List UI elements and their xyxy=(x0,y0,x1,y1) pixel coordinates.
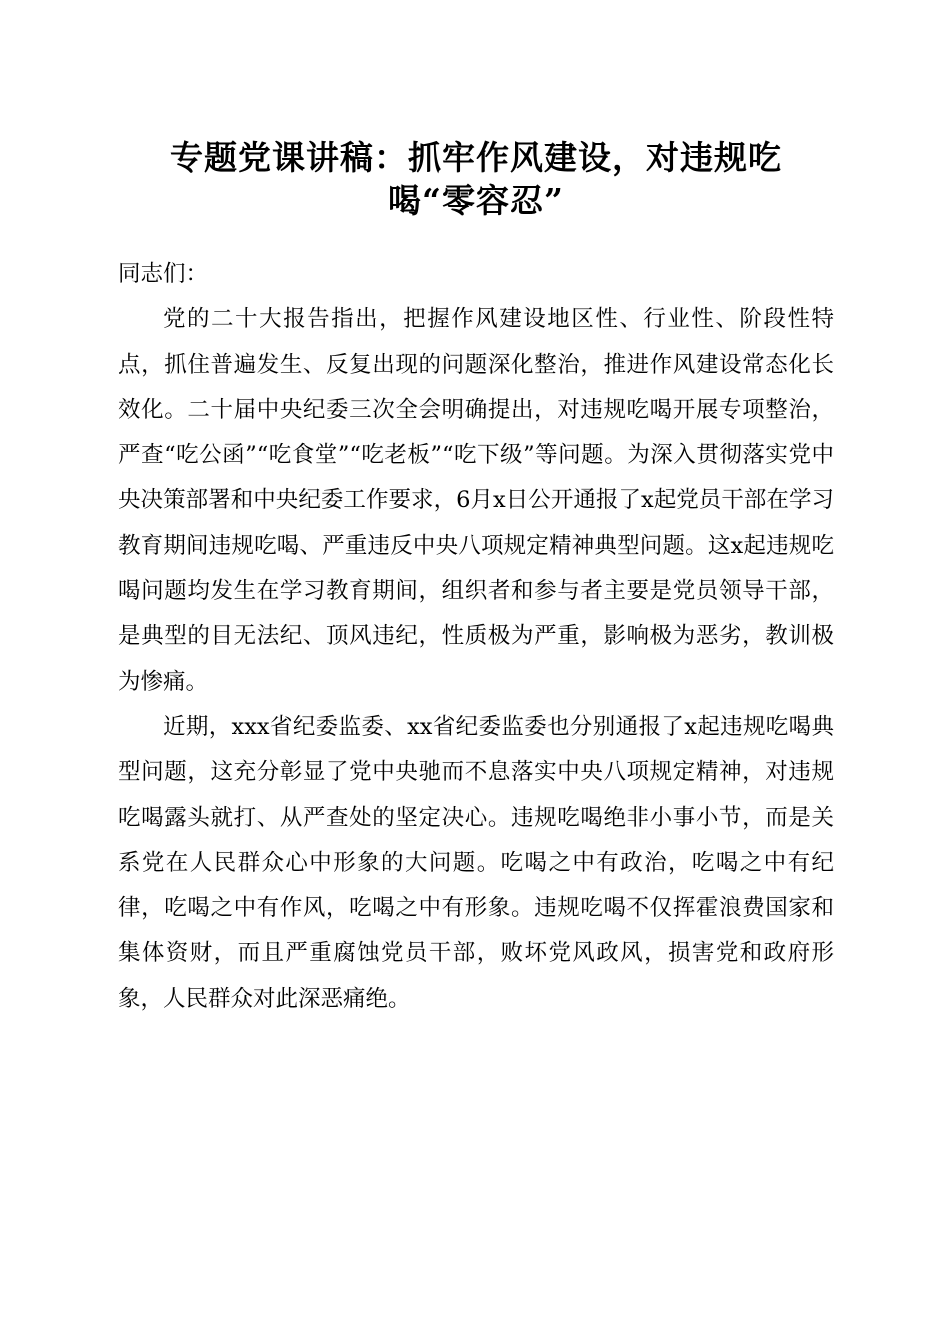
title-line-1: 专题党课讲稿：抓牢作风建设，对违规吃 xyxy=(170,138,782,177)
document-body xyxy=(118,252,834,1022)
document-title xyxy=(118,136,834,222)
title-line-2: 喝“零容忍” xyxy=(388,181,564,220)
paragraph-2: 近期，xxx省纪委监委、xx省纪委监委也分别通报了x起违规吃喝典型问题，这充分彰显了党中央驰而不息落实中央八项规定精神，对违规吃喝露头就打、从严查处的坚定决心。违规吃喝绝非小事小节，而是关系党在人民群众心中形象的大问题。吃喝之中有政治，吃喝之中有纪律，吃喝之中有作风，吃喝之中有形象。违规吃喝不仅挥霍浪费国家和集体资财，而且严重腐蚀党员干部，败坏党风政风，损害党和政府形象，人民群众对此深恶痛绝。 xyxy=(118,713,834,1012)
paragraph-1: 党的二十大报告指出，把握作风建设地区性、行业性、阶段性特点，抓住普遍发生、反复出现的问题深化整治，推进作风建设常态化长效化。二十届中央纪委三次全会明确提出，对违规吃喝开展专项整治，严查“吃公函”“吃食堂”“吃老板”“吃下级”等问题。为深入贯彻落实党中央决策部署和中央纪委工作要求，6月x日公开通报了x起党员干部在学习教育期间违规吃喝、严重违反中央八项规定精神典型问题。这x起违规吃喝问题均发生在学习教育期间，组织者和参与者主要是党员领导干部，是典型的目无法纪、顶风违纪，性质极为严重，影响极为恶劣，教训极为惨痛。 xyxy=(118,306,834,695)
salutation: 同志们： xyxy=(118,261,209,287)
